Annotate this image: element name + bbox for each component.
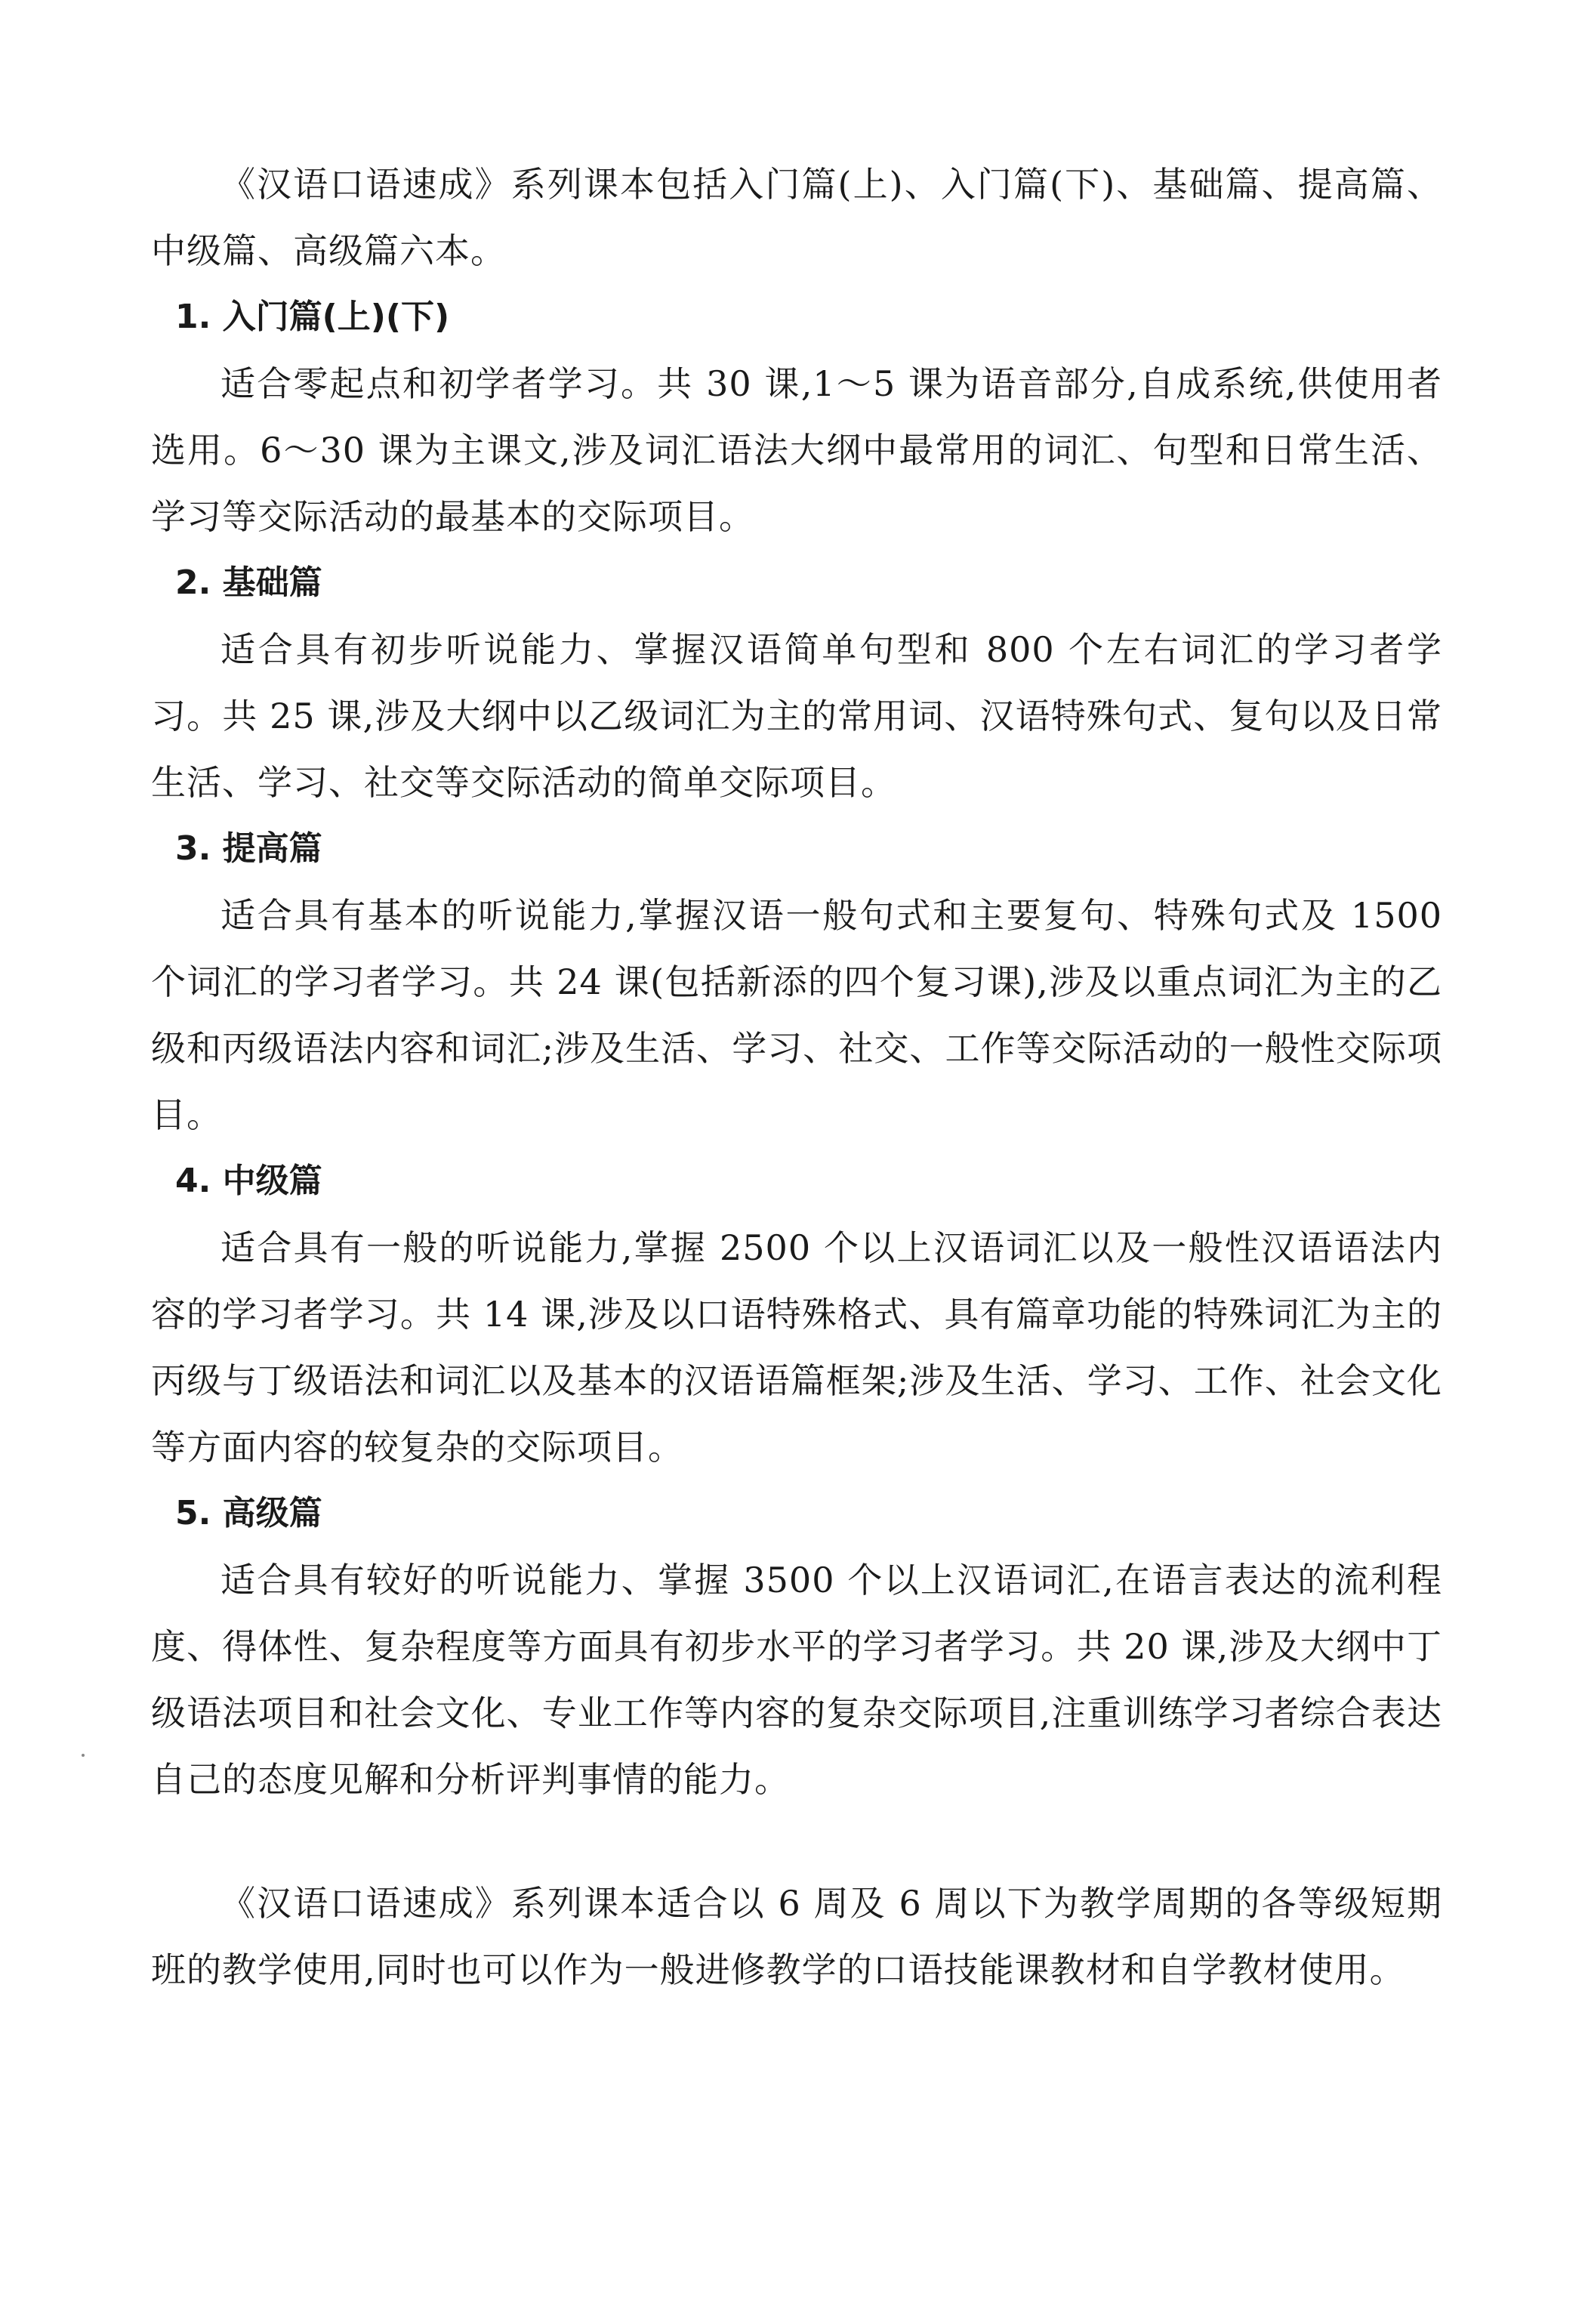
scan-speck [82,1754,85,1757]
section-body-2: 适合具有初步听说能力、掌握汉语简单句型和 800 个左右词汇的学习者学习。共 25 课,涉及大纲中以乙级词汇为主的常用词、汉语特殊句式、复句以及日常生活、学习、社交等交际活动的简单交际项目。 [151,629,1442,803]
section-body-3: 适合具有基本的听说能力,掌握汉语一般句式和主要复句、特殊句式及 1500 个词汇的学习者学习。共 24 课(包括新添的四个复习课),涉及以重点词汇为主的乙级和丙级语法内容和词汇;涉及生活、学习、社交、工作等交际活动的一般性交际项目。 [151,895,1442,1135]
section-heading-5: 5. 高级篇 [175,1494,322,1532]
section-heading-1: 1. 入门篇(上)(下) [175,298,450,336]
section-body-4: 适合具有一般的听说能力,掌握 2500 个以上汉语词汇以及一般性汉语语法内容的学习者学习。共 14 课,涉及以口语特殊格式、具有篇章功能的特殊词汇为主的丙级与丁级语法和词汇以及基本的汉语语篇框架;涉及生活、学习、工作、社会文化等方面内容的较复杂的交际项目。 [151,1227,1442,1468]
page-content [151,151,1442,2003]
section-body-5: 适合具有较好的听说能力、掌握 3500 个以上汉语词汇,在语言表达的流利程度、得体性、复杂程度等方面具有初步水平的学习者学习。共 20 课,涉及大纲中丁级语法项目和社会文化、专业工作等内容的复杂交际项目,注重训练学习者综合表达自己的态度见解和分析评判事情的能力。 [151,1560,1442,1800]
closing-paragraph: 《汉语口语速成》系列课本适合以 6 周及 6 周以下为教学周期的各等级短期班的教学使用,同时也可以作为一般进修教学的口语技能课教材和自学教材使用。 [151,1883,1442,1990]
section-heading-4: 4. 中级篇 [175,1162,322,1200]
section-heading-2: 2. 基础篇 [175,563,322,602]
section-body-1: 适合零起点和初学者学习。共 30 课,1～5 课为语音部分,自成系统,供使用者选用。6～30 课为主课文,涉及词汇语法大纲中最常用的词汇、句型和日常生活、学习等交际活动的最基本的交际项目。 [151,363,1442,537]
section-heading-3: 3. 提高篇 [175,829,322,868]
intro-paragraph: 《汉语口语速成》系列课本包括入门篇(上)、入门篇(下)、基础篇、提高篇、中级篇、高级篇六本。 [151,164,1442,271]
section-spacer [151,1813,1442,1870]
